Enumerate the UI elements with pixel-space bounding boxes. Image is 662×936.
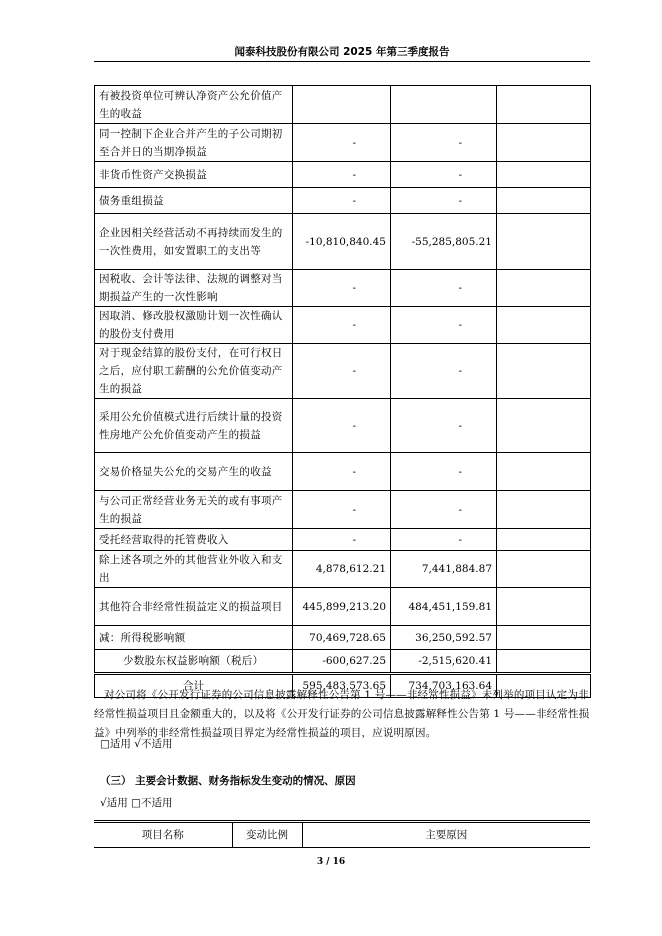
row-note	[497, 626, 591, 650]
table-row	[95, 344, 591, 399]
table-row	[95, 307, 591, 344]
row-label: 非货币性资产交换损益	[95, 162, 293, 188]
row-note	[497, 399, 591, 453]
row-note	[497, 588, 591, 626]
row-current: -	[293, 124, 391, 162]
header-change-ratio: 变动比例	[232, 822, 302, 848]
table-row	[95, 214, 591, 270]
header-rule	[94, 61, 590, 62]
row-current: 445,899,213.20	[293, 588, 391, 626]
row-label: 减：所得税影响额	[95, 626, 293, 650]
table-row	[95, 399, 591, 453]
row-label: 对于现金结算的股份支付，在可行权日之后，应付职工薪酬的公允价值变动产生的损益	[95, 344, 293, 399]
section-title: （三） 主要会计数据、财务指标发生变动的情况、原因	[100, 775, 356, 787]
row-note	[497, 344, 591, 399]
row-current: -	[293, 162, 391, 188]
table-row	[95, 551, 591, 588]
row-label: 与公司正常经营业务无关的或有事项产生的损益	[95, 491, 293, 529]
row-note	[497, 650, 591, 674]
table-row	[95, 491, 591, 529]
page-header: 闻泰科技股份有限公司 2025 年第三季度报告	[234, 46, 450, 58]
row-current: -	[293, 307, 391, 344]
header-item-name: 项目名称	[94, 822, 232, 848]
row-ytd: -	[391, 162, 497, 188]
table-row	[95, 529, 591, 551]
row-current: -10,810,840.45	[293, 214, 391, 270]
row-note	[497, 270, 591, 307]
applicability-choice: □适用 √不适用	[100, 738, 173, 750]
row-label: 因税收、会计等法律、法规的调整对当期损益产生的一次性影响	[95, 270, 293, 307]
row-current: -	[293, 453, 391, 491]
row-ytd: -	[391, 188, 497, 214]
row-ytd: -	[391, 270, 497, 307]
row-ytd: -	[391, 124, 497, 162]
table-row	[95, 124, 591, 162]
row-note	[497, 86, 591, 124]
row-label: 受托经营取得的托管费收入	[95, 529, 293, 551]
table-row	[95, 188, 591, 214]
row-label: 合计	[95, 674, 293, 698]
row-ytd	[391, 86, 497, 124]
row-current: -	[293, 188, 391, 214]
row-note	[497, 307, 591, 344]
row-label: 企业因相关经营活动不再持续而发生的一次性费用，如安置职工的支出等	[95, 214, 293, 270]
row-current: -	[293, 491, 391, 529]
row-note	[497, 551, 591, 588]
table-row	[95, 86, 591, 124]
row-ytd: -2,515,620.41	[391, 650, 497, 674]
row-ytd: 484,451,159.81	[391, 588, 497, 626]
row-label: 同一控制下企业合并产生的子公司期初至合并日的当期净损益	[95, 124, 293, 162]
row-label: 因取消、修改股权激励计划一次性确认的股份支付费用	[95, 307, 293, 344]
row-label: 采用公允价值模式进行后续计量的投资性房地产公允价值变动产生的损益	[95, 399, 293, 453]
row-current: -	[293, 344, 391, 399]
changes-table	[94, 820, 590, 848]
table-row	[95, 270, 591, 307]
section-applicability-choice: √适用 □不适用	[100, 797, 173, 809]
row-ytd: 734,703,163.64	[391, 674, 497, 698]
row-label: 少数股东权益影响额（税后）	[95, 650, 293, 674]
page-number: 3 / 16	[316, 857, 346, 867]
row-note	[497, 453, 591, 491]
row-ytd: -55,285,805.21	[391, 214, 497, 270]
row-note	[497, 162, 591, 188]
row-current: -	[293, 270, 391, 307]
row-note	[497, 214, 591, 270]
row-ytd: -	[391, 529, 497, 551]
row-label: 有被投资单位可辨认净资产公允价值产生的收益	[95, 86, 293, 124]
row-note	[497, 491, 591, 529]
row-ytd: -	[391, 491, 497, 529]
table-row	[95, 453, 591, 491]
row-current: 70,469,728.65	[293, 626, 391, 650]
row-ytd: 36,250,592.57	[391, 626, 497, 650]
row-current	[293, 86, 391, 124]
header-main-reason: 主要原因	[302, 822, 590, 848]
row-label: 除上述各项之外的其他营业外收入和支出	[95, 551, 293, 588]
table-row	[95, 588, 591, 626]
table-row	[95, 162, 591, 188]
row-current: -	[293, 529, 391, 551]
row-note	[497, 124, 591, 162]
non-recurring-items-table	[94, 85, 591, 698]
row-ytd: -	[391, 399, 497, 453]
row-current: 4,878,612.21	[293, 551, 391, 588]
explanation-paragraph: 对公司将《公开发行证券的公司信息披露解释性公告第 1 号——非经常性损益》未列举的项目认定为非经常性损益项目且金额重大的，以及将《公开发行证券的公司信息披露解释性公告第 1 号——非经常性损益》中列举的非经常性损益项目界定为经常性损益的项目，应说明原因。	[94, 689, 590, 739]
row-label: 交易价格显失公允的交易产生的收益	[95, 453, 293, 491]
row-current: -600,627.25	[293, 650, 391, 674]
row-label: 债务重组损益	[95, 188, 293, 214]
row-current: -	[293, 399, 391, 453]
row-label: 其他符合非经常性损益定义的损益项目	[95, 588, 293, 626]
table-row	[95, 650, 591, 674]
table-row	[95, 626, 591, 650]
table-header-row	[94, 822, 590, 848]
row-ytd: -	[391, 344, 497, 399]
row-note	[497, 529, 591, 551]
row-note	[497, 188, 591, 214]
row-ytd: 7,441,884.87	[391, 551, 497, 588]
row-ytd: -	[391, 307, 497, 344]
row-current: 595,483,573.65	[293, 674, 391, 698]
row-ytd: -	[391, 453, 497, 491]
